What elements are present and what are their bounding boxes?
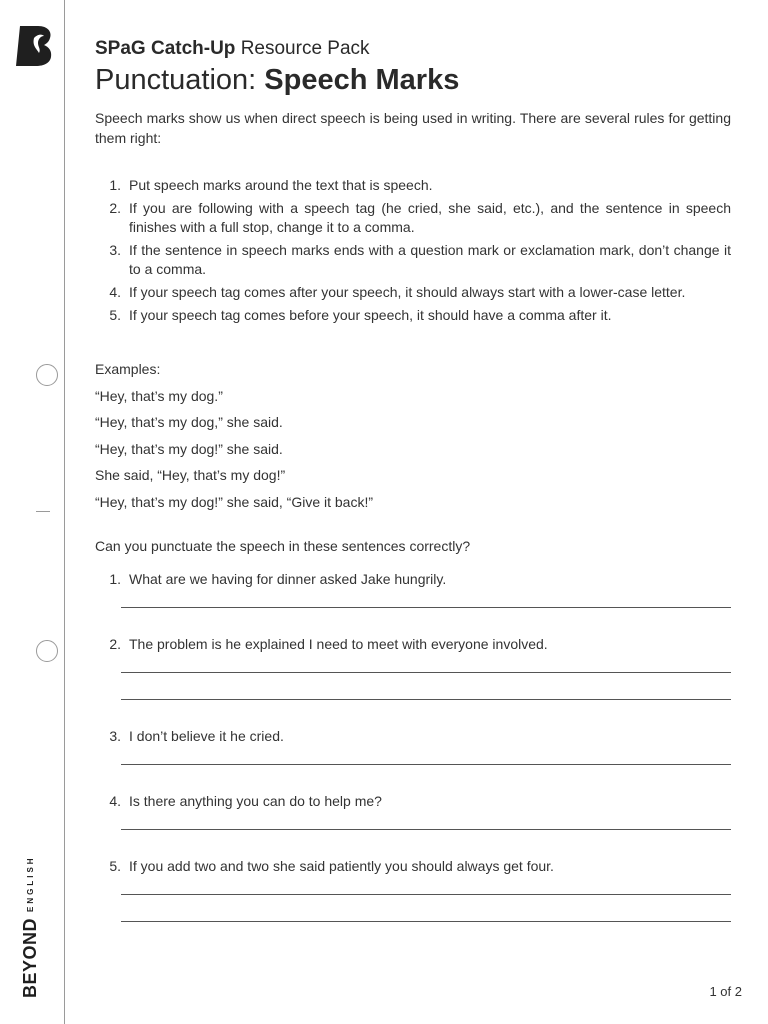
task-number: 5. [109, 857, 121, 874]
rules-list [95, 176, 731, 325]
task-number: 2. [109, 635, 121, 652]
rule-item [95, 283, 731, 302]
rule-number: 4. [109, 284, 121, 300]
binder-hole [36, 364, 58, 386]
rule-number: 5. [109, 307, 121, 323]
examples-heading: Examples: [95, 361, 161, 377]
brand-logo [20, 855, 41, 998]
task-item [95, 634, 731, 700]
answer-line[interactable] [121, 607, 731, 608]
task-number: 4. [109, 792, 121, 809]
example-sentence: “Hey, that’s my dog.” [95, 387, 223, 404]
rule-number: 2. [109, 200, 121, 216]
task-text: What are we having for dinner asked Jake hungrily. [129, 570, 447, 587]
rule-number: 1. [109, 177, 121, 193]
task-item [95, 569, 731, 608]
answer-line[interactable] [121, 829, 731, 830]
beyond-logo-icon [14, 24, 54, 66]
page-title: Punctuation: Speech Marks [95, 64, 460, 96]
margin-rule [64, 0, 65, 1024]
task-item [95, 856, 731, 922]
rule-number: 3. [109, 242, 121, 258]
example-sentence: “Hey, that’s my dog!” she said. [95, 440, 283, 457]
brand-sub-text: ENGLISH [26, 855, 35, 912]
task-number: 3. [109, 727, 121, 744]
fold-mark [36, 511, 50, 512]
answer-line[interactable] [121, 699, 731, 700]
rule-item [95, 176, 731, 195]
tasks-list [95, 569, 731, 922]
task-text: I don’t believe it he cried. [129, 727, 284, 744]
rule-text: If your speech tag comes after your speech, it should always start with a lower-case letter. [129, 284, 686, 300]
rule-text: If your speech tag comes before your speech, it should have a comma after it. [129, 307, 612, 323]
example-sentence: “Hey, that’s my dog,” she said. [95, 414, 283, 430]
page-number: 1 of 2 [709, 984, 742, 999]
example-sentence: She said, “Hey, that’s my dog!” [95, 467, 286, 483]
task-text: Is there anything you can do to help me? [129, 792, 382, 809]
rule-text: If the sentence in speech marks ends with a question mark or exclamation mark, don’t change it to a comma. [129, 242, 731, 277]
example-sentence: “Hey, that’s my dog!” she said, “Give it back!” [95, 493, 374, 510]
examples-section [95, 359, 731, 512]
brand-main-text: BEYOND [20, 917, 40, 998]
task-item [95, 791, 731, 830]
rule-item [95, 306, 731, 325]
rule-text: If you are following with a speech tag (he cried, she said, etc.), and the sentence in speech finishes with a full stop, change it to a comma. [129, 200, 731, 235]
worksheet-content [95, 36, 731, 948]
answer-line[interactable] [121, 894, 731, 895]
rule-item [95, 241, 731, 279]
resource-subtitle: SPaG Catch-Up Resource Pack [95, 38, 370, 59]
answer-line[interactable] [121, 672, 731, 673]
binder-hole [36, 640, 58, 662]
answer-line[interactable] [121, 764, 731, 765]
rule-item [95, 199, 731, 237]
task-text: The problem is he explained I need to meet with everyone involved. [129, 635, 548, 652]
task-item [95, 726, 731, 765]
rule-text: Put speech marks around the text that is speech. [129, 177, 433, 193]
task-number: 1. [109, 570, 121, 587]
task-text: If you add two and two she said patiently you should always get four. [129, 857, 554, 874]
answer-line[interactable] [121, 921, 731, 922]
intro-paragraph: Speech marks show us when direct speech is being used in writing. There are several rules for getting them right: [95, 110, 731, 146]
question-heading: Can you punctuate the speech in these sentences correctly? [95, 537, 471, 554]
